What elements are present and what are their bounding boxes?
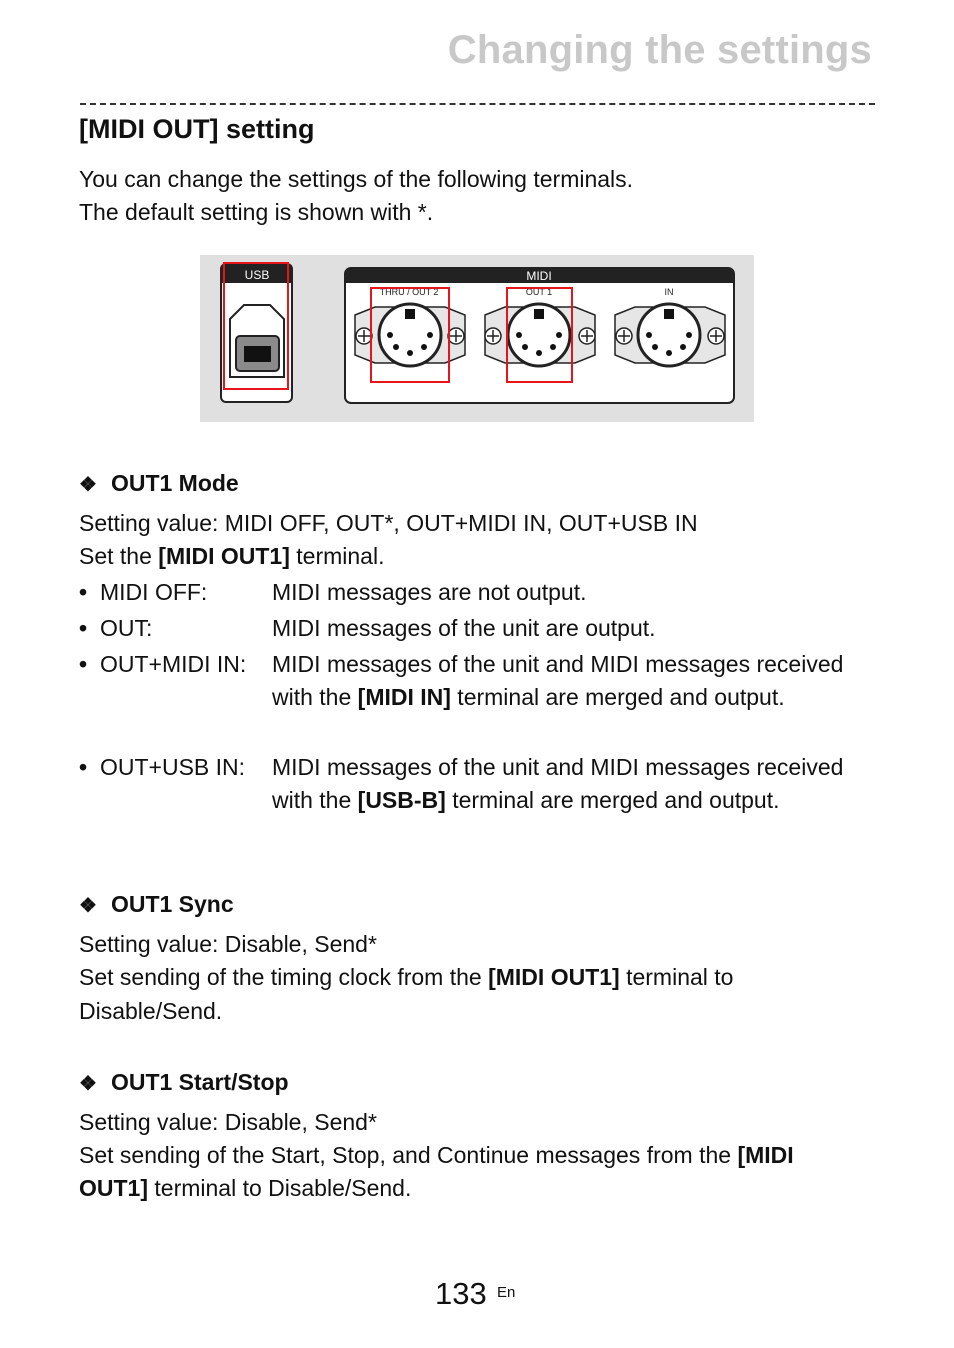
bullet-dot: • (79, 615, 88, 641)
bullet-dot: • (79, 754, 88, 780)
out1-startstop-description: Set sending of the Start, Stop, and Continue messages from the [MIDI (79, 1142, 794, 1168)
port-thru-out2-label: THRU / OUT 2 (379, 287, 439, 297)
midi-label: MIDI (526, 269, 552, 283)
out1-mode-heading: ❖ OUT1 Mode (79, 470, 239, 496)
bullet-dot: • (79, 651, 88, 677)
out1-startstop-description-line2: OUT1] terminal to Disable/Send. (79, 1175, 412, 1201)
intro-line-2: The default setting is shown with *. (79, 199, 434, 225)
out1-mode-setting: Setting value: MIDI OFF, OUT*, OUT+MIDI IN, OUT+USB IN (79, 510, 698, 536)
port-out1-label: OUT 1 (525, 287, 553, 297)
midi-terminal-block (345, 268, 734, 403)
section-title: [MIDI OUT] setting (79, 114, 315, 144)
page-header-title: Changing the settings (447, 28, 872, 72)
usb-terminal (221, 263, 292, 402)
diamond-bullet-icon: ❖ (79, 1073, 97, 1095)
bullet-dot: • (79, 579, 88, 605)
page-number: 133 (435, 1276, 487, 1311)
header-divider (80, 103, 875, 105)
diamond-bullet-icon: ❖ (79, 895, 97, 917)
usb-label: USB (244, 268, 270, 282)
port-in-label: IN (664, 287, 674, 297)
terminal-panel-figure (200, 255, 754, 422)
out1-mode-description: Set the [MIDI OUT1] terminal. (79, 543, 385, 569)
page-language: En (497, 1284, 516, 1301)
out1-sync-description-line2: Disable/Send. (79, 998, 223, 1024)
out1-startstop-heading: ❖ OUT1 Start/Stop (79, 1069, 289, 1095)
out1-sync-description: Set sending of the timing clock from the [MIDI OUT1] terminal to (79, 964, 734, 990)
out1-sync-setting: Setting value: Disable, Send* (79, 931, 377, 957)
diamond-bullet-icon: ❖ (79, 474, 97, 496)
out1-startstop-setting: Setting value: Disable, Send* (79, 1109, 377, 1135)
intro-line-1: You can change the settings of the following terminals. (79, 166, 634, 192)
midi-din-port-3 (615, 304, 725, 366)
out1-sync-heading: ❖ OUT1 Sync (79, 891, 234, 917)
